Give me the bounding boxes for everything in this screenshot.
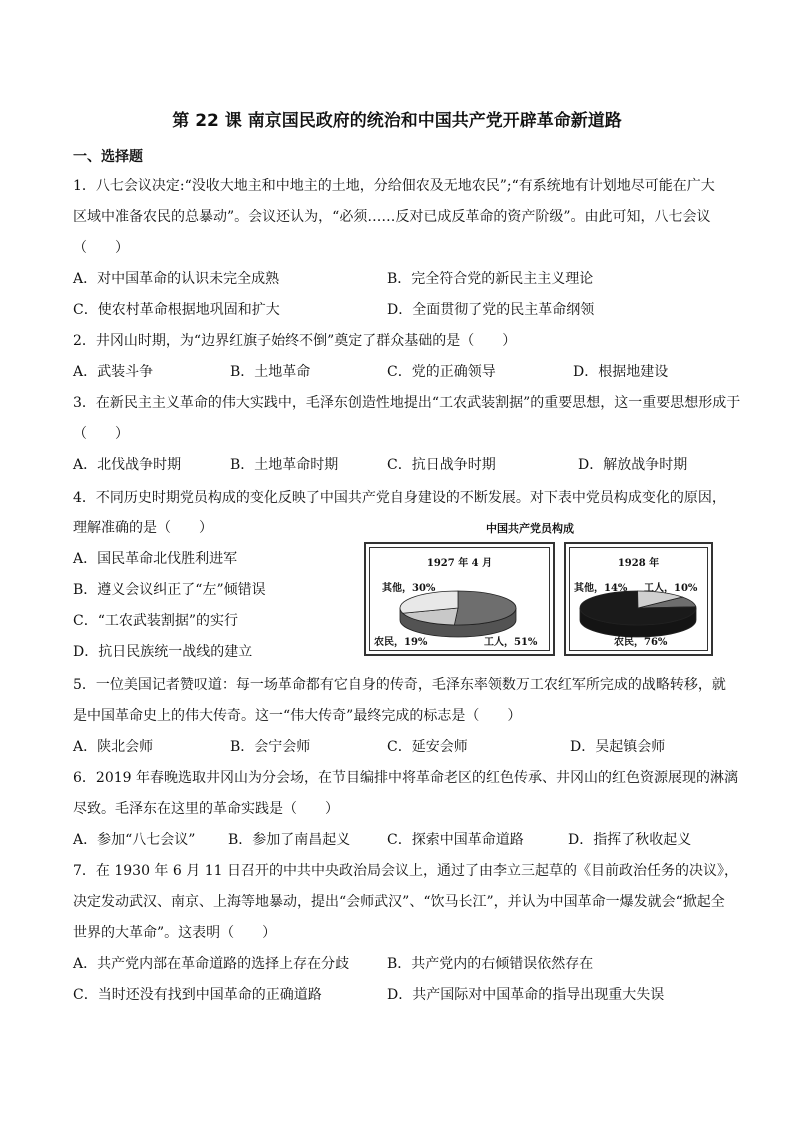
question-2-line-1: 2．井冈山时期，为“边界红旗子始终不倒”奠定了群众基础的是（ ） (73, 333, 517, 349)
question-1-line-2: 区域中准备农民的总暴动”。会议还认为，“必须……反对已成反革命的资产阶级”。由此可知，八七会议 (73, 209, 711, 225)
question-3-option-d[interactable]: D．解放战争时期 (578, 457, 688, 473)
question-2-option-c[interactable]: C．党的正确领导 (387, 364, 496, 380)
question-1-option-a[interactable]: A．对中国革命的认识未完全成熟 (73, 271, 280, 287)
question-7-option-c[interactable]: C．当时还没有找到中国革命的正确道路 (73, 987, 322, 1003)
pie-panel-1927-heading: 1927 年 4 月 (426, 558, 493, 569)
question-4-option-d[interactable]: D．抗日民族统一战线的建立 (73, 644, 253, 660)
question-6-option-c[interactable]: C．探索中国革命道路 (387, 832, 524, 848)
question-1-option-b[interactable]: B．完全符合党的新民主主义理论 (387, 271, 594, 287)
pie-1927-label-farmers: 农民，19% (374, 637, 428, 648)
pie-panel-1927 (364, 542, 555, 656)
question-3-option-a[interactable]: A．北伐战争时期 (73, 457, 182, 473)
pie-1928-label-other: 其他，14% (574, 583, 628, 594)
pie-1927-label-workers: 工人，51% (484, 637, 538, 648)
question-3-option-c[interactable]: C．抗日战争时期 (387, 457, 496, 473)
question-4-option-a[interactable]: A．国民革命北伐胜利进军 (73, 551, 238, 567)
question-1-line-1: 1．八七会议决定:“没收大地主和中地主的土地，分给佃农及无地农民”;“有系统地有计划地尽可能在广大 (73, 178, 715, 194)
page-title: 第 22 课 南京国民政府的统治和中国共产党开辟革命新道路 (172, 111, 622, 131)
question-4-line-2: 理解准确的是（ ） (73, 520, 213, 536)
question-3-option-b[interactable]: B．土地革命时期 (230, 457, 339, 473)
question-7-option-d[interactable]: D．共产国际对中国革命的指导出现重大失误 (387, 987, 665, 1003)
question-6-option-b[interactable]: B．参加了南昌起义 (228, 832, 351, 848)
question-6-option-a[interactable]: A．参加“八七会议” (73, 832, 196, 848)
pie-1928-label-workers: 工人，10% (644, 583, 698, 594)
question-5-option-c[interactable]: C．延安会师 (387, 739, 468, 755)
question-5-option-b[interactable]: B．会宁会师 (230, 739, 311, 755)
question-7-line-2: 决定发动武汉、南京、上海等地暴动，提出“会师武汉”、“饮马长江”，并认为中国革命一爆发就会“掀起全 (73, 894, 725, 910)
question-7-option-b[interactable]: B．共产党内的右倾错误依然存在 (387, 956, 594, 972)
question-6-line-2: 尽致。毛泽东在这里的革命实践是（ ） (73, 801, 339, 817)
question-4-option-c[interactable]: C．“工农武装割据”的实行 (73, 613, 239, 629)
question-4-line-1: 4．不同历史时期党员构成的变化反映了中国共产党自身建设的不断发展。对下表中党员构成变化的原因， (73, 490, 726, 506)
question-5-line-2: 是中国革命史上的伟大传奇。这一“伟大传奇”最终完成的标志是（ ） (73, 708, 522, 724)
question-6-line-1: 6．2019 年春晚选取井冈山为分会场，在节目编排中将革命老区的红色传承、井冈山的红色资源展现的淋漓 (73, 770, 738, 786)
question-2-option-a[interactable]: A．武装斗争 (73, 364, 154, 380)
pie-1928-label-farmers: 农民，76% (614, 637, 668, 648)
pie-panel-1928-heading: 1928 年 (617, 558, 660, 569)
section-heading: 一、选择题 (73, 149, 143, 165)
question-3-line-1: 3．在新民主主义革命的伟大实践中，毛泽东创造性地提出“工农武装割据”的重要思想，这一重要思想形成于 (73, 395, 741, 411)
pie-1927-label-other: 其他，30% (382, 583, 436, 594)
question-1-option-d[interactable]: D．全面贯彻了党的民主革命纲领 (387, 302, 595, 318)
question-5-option-d[interactable]: D．吴起镇会师 (570, 739, 666, 755)
pie-panel-1928 (564, 542, 713, 656)
question-5-option-a[interactable]: A．陕北会师 (73, 739, 154, 755)
question-1-line-3: （ ） (73, 240, 129, 256)
question-2-option-d[interactable]: D．根据地建设 (573, 364, 669, 380)
question-7-option-a[interactable]: A．共产党内部在革命道路的选择上存在分歧 (73, 956, 350, 972)
question-3-line-2: （ ） (73, 426, 129, 442)
chart-title: 中国共产党员构成 (486, 522, 574, 535)
question-6-option-d[interactable]: D．指挥了秋收起义 (568, 832, 692, 848)
question-2-option-b[interactable]: B．土地革命 (230, 364, 311, 380)
question-7-line-1: 7．在 1930 年 6 月 11 日召开的中共中央政治局会议上，通过了由李立三起草的《目前政治任务的决议》， (73, 863, 738, 879)
question-4-option-b[interactable]: B．遵义会议纠正了“左”倾错误 (73, 582, 266, 598)
question-1-option-c[interactable]: C．使农村革命根据地巩固和扩大 (73, 302, 280, 318)
question-5-line-1: 5．一位美国记者赞叹道：每一场革命都有它自身的传奇，毛泽东率领数万工农红军所完成的战略转移，就 (73, 677, 726, 693)
question-7-line-3: 世界的大革命”。这表明（ ） (73, 925, 277, 941)
